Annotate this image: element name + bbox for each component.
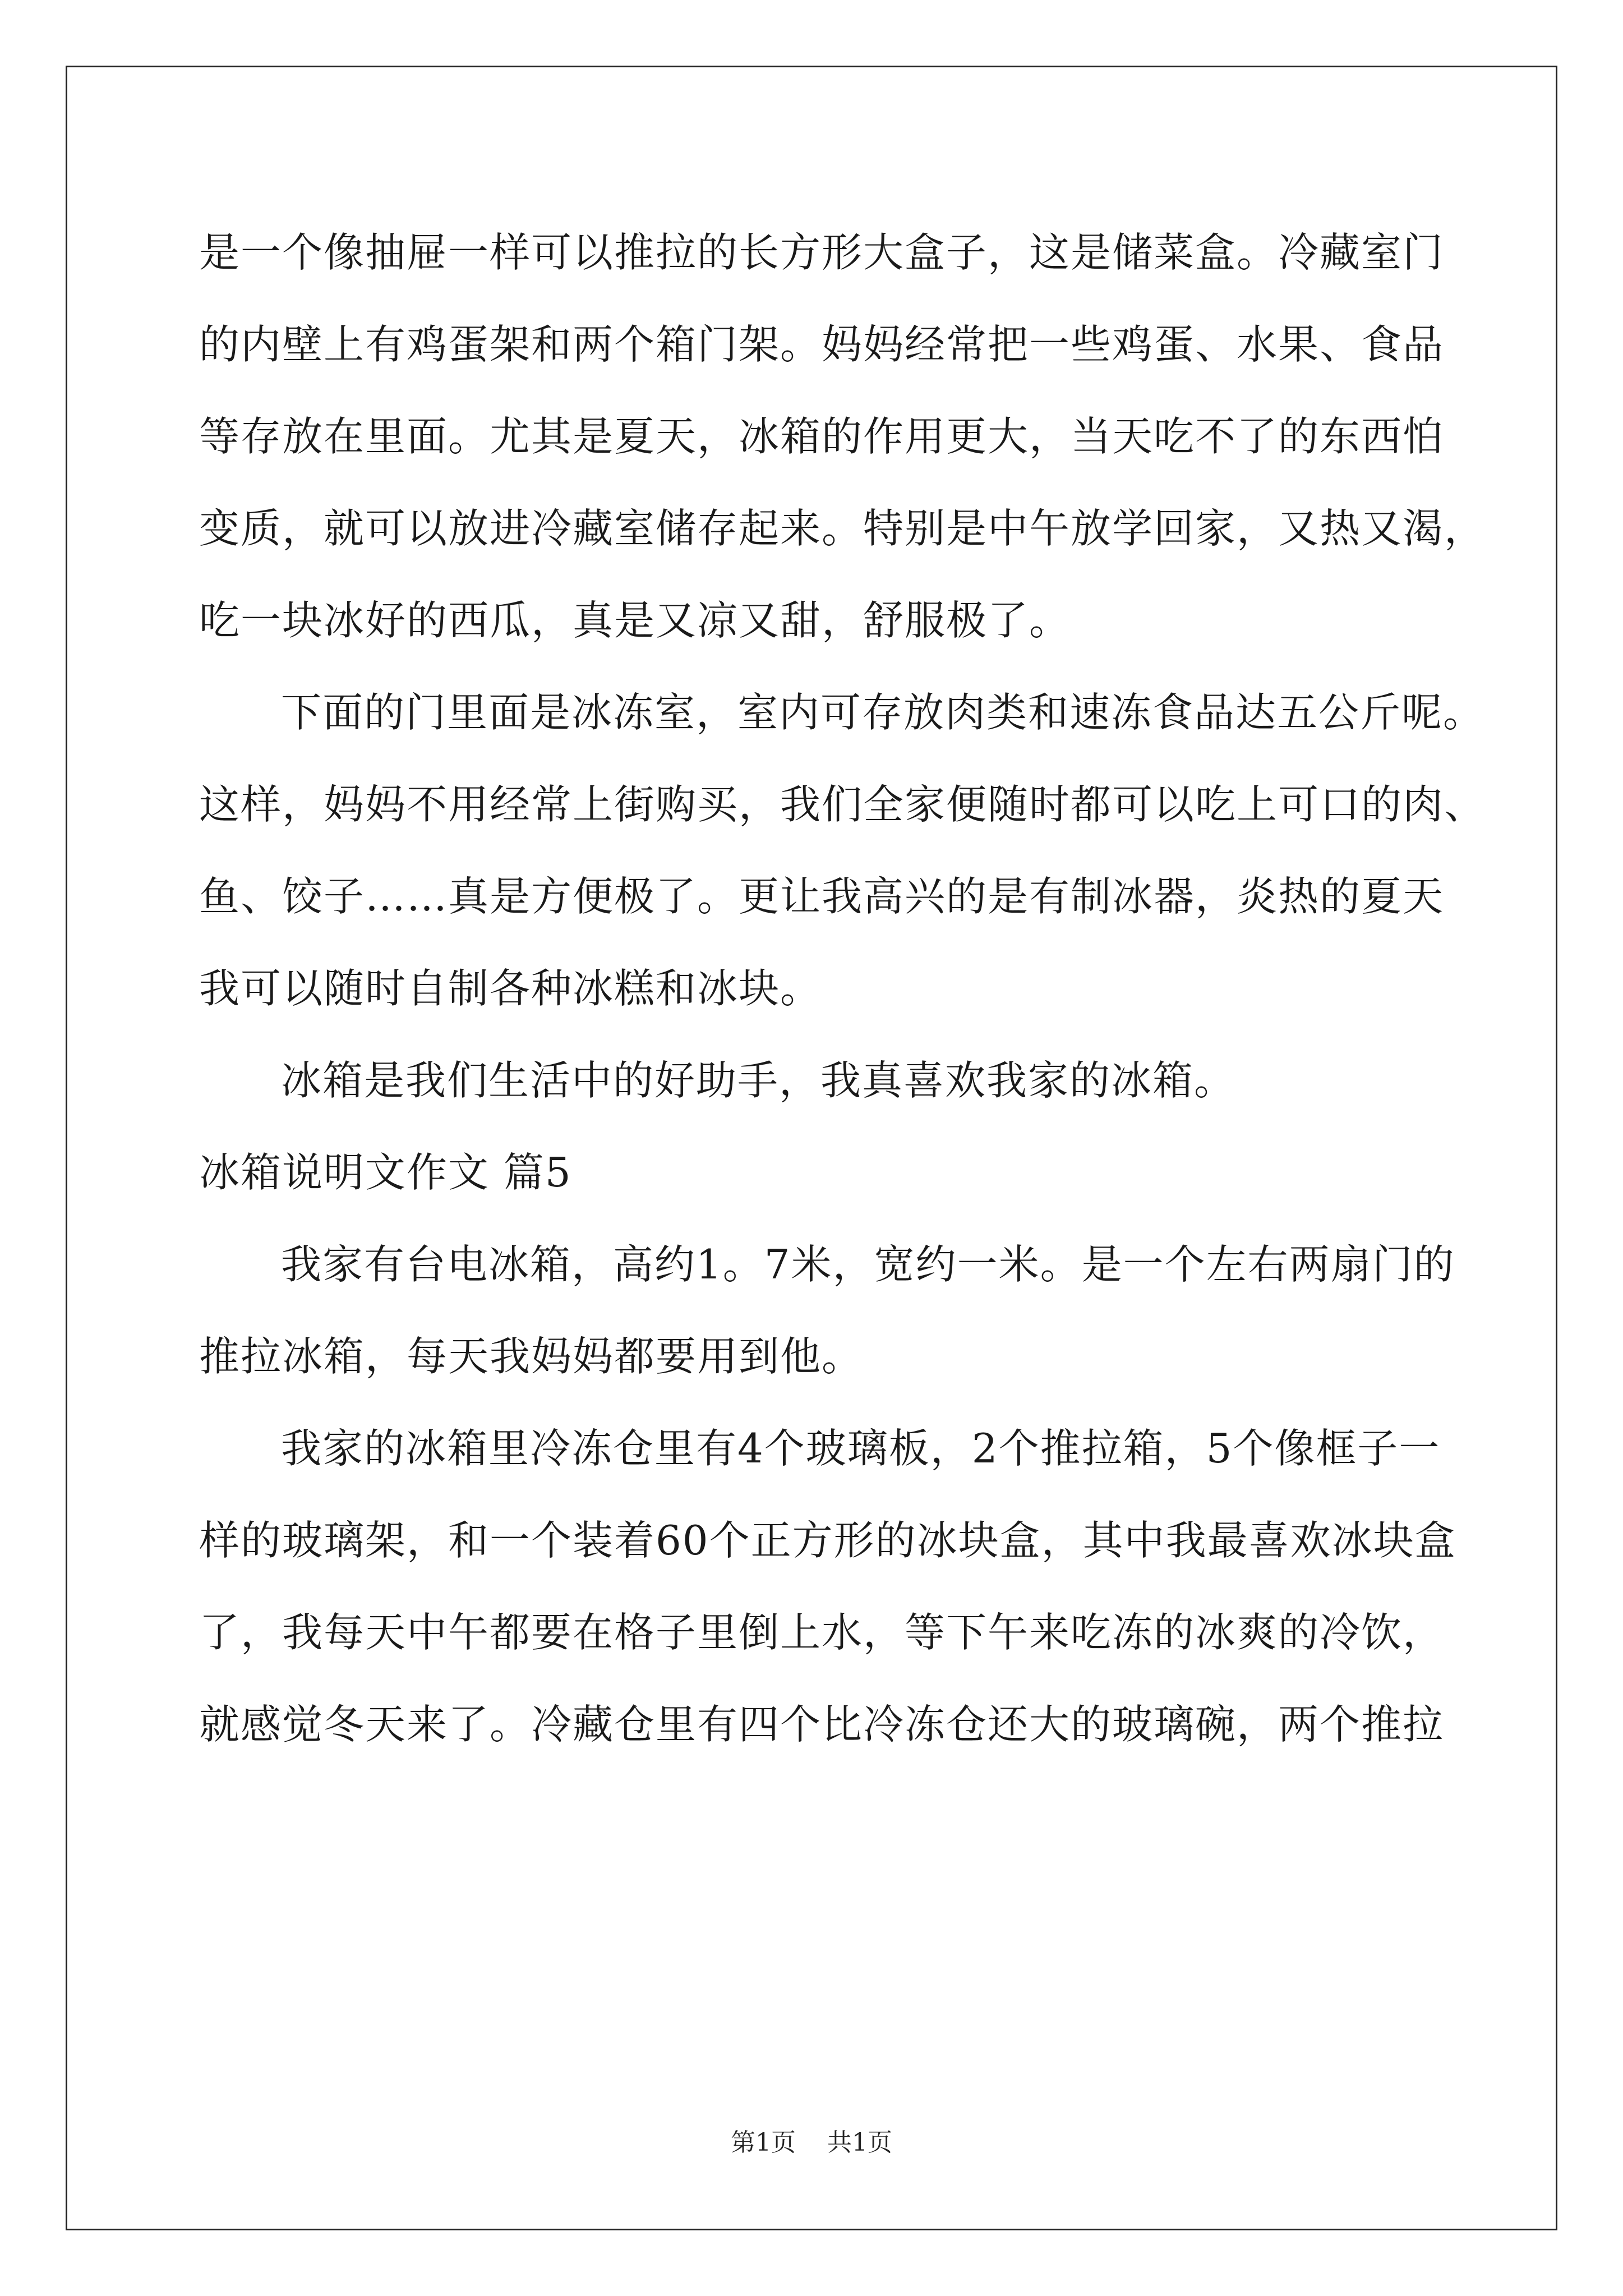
text-line: 这样，妈妈不用经常上街购买，我们全家便随时都可以吃上可口的肉、 [199, 781, 1486, 828]
paragraph-first-line: 下面的门里面是冰冻室，室内可存放肉类和速冻食品达五公斤呢。 [281, 689, 1485, 736]
paragraph-first-line: 冰箱是我们生活中的好助手，我真喜欢我家的冰箱。 [281, 1057, 1236, 1104]
text-line: 等存放在里面。尤其是夏天，冰箱的作用更大，当天吃不了的东西怕 [199, 413, 1445, 460]
text-line: 就感觉冬天来了。冷藏仓里有四个比冷冻仓还大的玻璃碗，两个推拉 [199, 1701, 1445, 1748]
paragraph-first-line: 我家有台电冰箱，高约1。7米，宽约一米。是一个左右两扇门的 [281, 1241, 1455, 1288]
text-line: 吃一块冰好的西瓜，真是又凉又甜，舒服极了。 [199, 597, 1071, 644]
text-line: 了，我每天中午都要在格子里倒上水，等下午来吃冻的冰爽的冷饮， [199, 1609, 1445, 1656]
page-footer [0, 2126, 1623, 2160]
text-line: 是一个像抽屉一样可以推拉的长方形大盒子，这是储菜盒。冷藏室门 [199, 229, 1445, 276]
text-line: 的内壁上有鸡蛋架和两个箱门架。妈妈经常把一些鸡蛋、水果、食品 [199, 321, 1445, 368]
section-heading: 冰箱说明文作文 篇5 [199, 1149, 572, 1196]
text-line: 推拉冰箱，每天我妈妈都要用到他。 [199, 1333, 864, 1380]
page-total: 共1页 [827, 2128, 892, 2157]
text-line: 我可以随时自制各种冰糕和冰块。 [199, 965, 822, 1012]
text-line: 变质，就可以放进冷藏室储存起来。特别是中午放学回家，又热又渴， [199, 505, 1486, 552]
document-body [199, 216, 1486, 1780]
text-line: 样的玻璃架，和一个装着60个正方形的冰块盒，其中我最喜欢冰块盒 [199, 1517, 1456, 1564]
page-number: 第1页 [731, 2128, 796, 2157]
text-line: 鱼、饺子……真是方便极了。更让我高兴的是有制冰器，炎热的夏天 [199, 873, 1445, 920]
paragraph-first-line: 我家的冰箱里冷冻仓里有4个玻璃板，2个推拉箱，5个像框子一 [281, 1425, 1441, 1472]
